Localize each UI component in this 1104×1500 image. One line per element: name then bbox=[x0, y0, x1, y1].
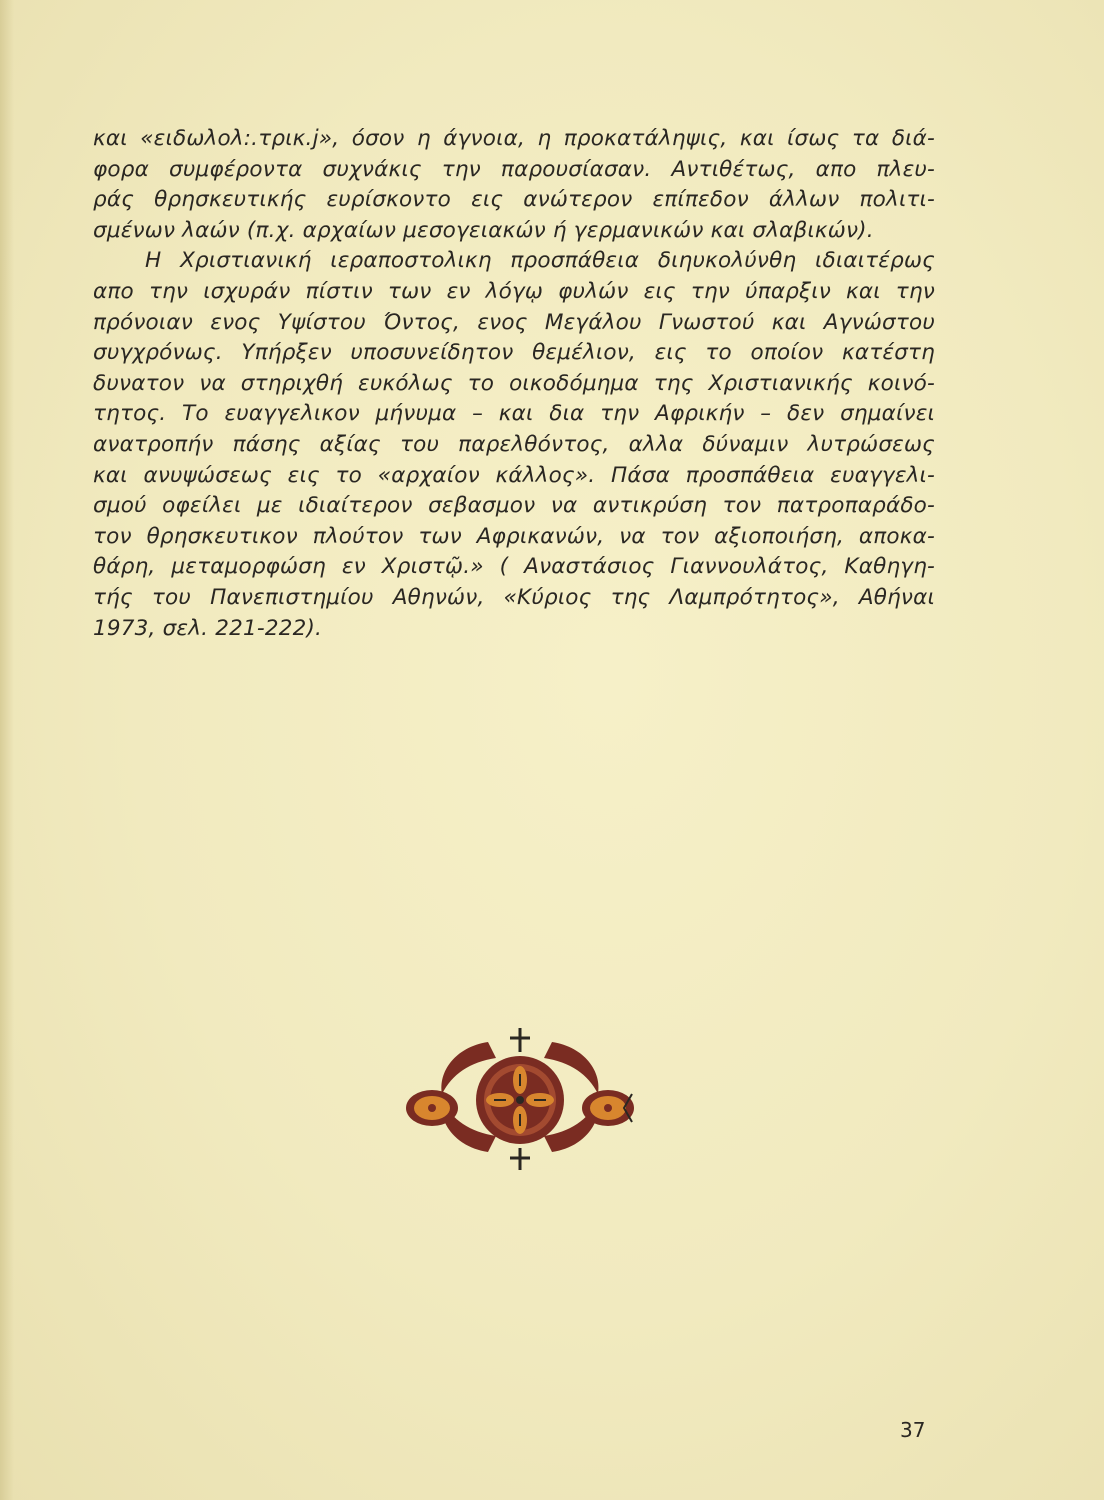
text-line: δυνατον να στηριχθή ευκόλως το οικοδόμημα της Χριστιανικής κοινό- bbox=[93, 370, 935, 396]
text-line: φορα συμφέροντα συχνάκις την παρουσίασαν. Αντιθέτως, απο πλευ- bbox=[93, 156, 935, 182]
text-line: τής του Πανεπιστημίου Αθηνών, «Κύριος της Λαμπρότητος», Αθήναι bbox=[93, 584, 935, 610]
page-edge-shadow bbox=[0, 0, 14, 1500]
text-line: 1973, σελ. 221-222). bbox=[93, 615, 323, 641]
page-number: 37 bbox=[900, 1418, 926, 1442]
text-line: σμού οφείλει με ιδιαίτερον σεβασμον να αντικρύση τον πατροπαράδο- bbox=[93, 493, 935, 519]
text-line: θάρη, μεταμορφώση εν Χριστῷ.» ( Αναστάσιος Γιαννουλάτος, Καθηγη- bbox=[93, 554, 935, 580]
text-line: Η Χριστιανική ιεραποστολικη προσπάθεια διηυκολύνθη ιδιαιτέρως bbox=[145, 248, 935, 274]
decorative-ornament-icon bbox=[400, 1022, 640, 1172]
text-line: συγχρόνως. Υπήρξεν υποσυνείδητον θεμέλιον, εις το οποίον κατέστη bbox=[93, 340, 935, 366]
body-text bbox=[93, 124, 935, 644]
text-line: ράς θρησκευτικής ευρίσκοντο εις ανώτερον επίπεδον άλλων πολιτι- bbox=[93, 187, 935, 213]
text-line: τον θρησκευτικον πλούτον των Αφρικανών, να τον αξιοποιήση, αποκα- bbox=[93, 523, 935, 549]
text-line: ανατροπήν πάσης αξίας του παρελθόντος, αλλα δύναμιν λυτρώσεως bbox=[93, 431, 935, 457]
text-line: και ανυψώσεως εις το «αρχαίον κάλλος». Πάσα προσπάθεια ευαγγελι- bbox=[93, 462, 935, 488]
text-line: και «ειδωλολ:.τρικ.ϳ», όσον η άγνοια, η προκατάληψις, και ίσως τα διά- bbox=[93, 126, 935, 151]
text-line: απο την ισχυράν πίστιν των εν λόγῳ φυλών εις την ύπαρξιν και την bbox=[93, 278, 935, 304]
text-line: πρόνοιαν ενος Υψίστου Όντος, ενος Μεγάλου Γνωστού και Αγνώστου bbox=[93, 309, 935, 335]
text-line: τητος. Το ευαγγελικον μήνυμα – και δια την Αφρικήν – δεν σημαίνει bbox=[93, 401, 935, 427]
text-line: σμένων λαών (π.χ. αρχαίων μεσογειακών ή γερμανικών και σλαβικών). bbox=[93, 217, 874, 243]
